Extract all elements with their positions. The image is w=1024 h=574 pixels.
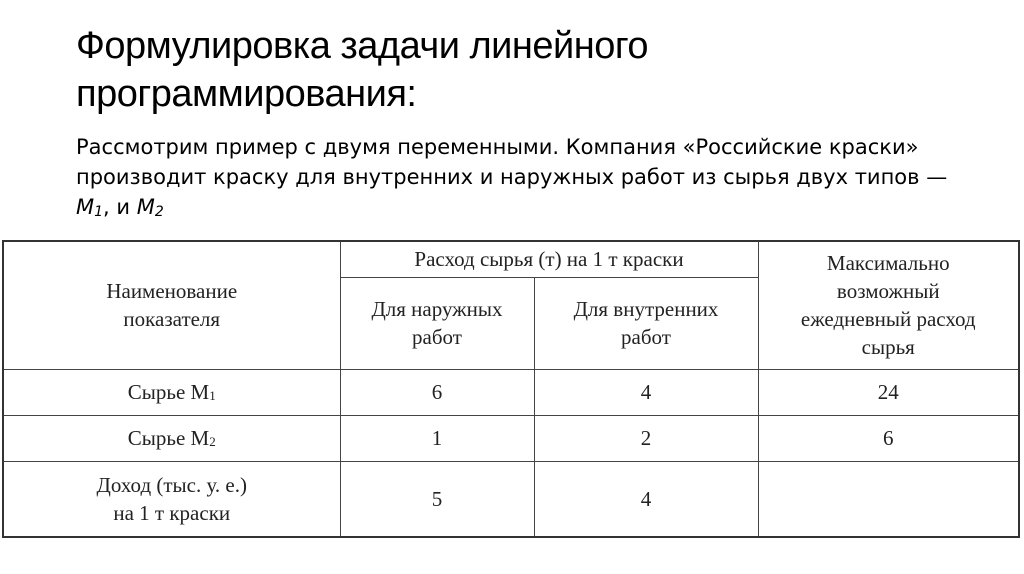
header-max-daily-usage: Максимально возможный ежедневный расход сырья bbox=[758, 241, 1019, 369]
table-header-row-1 bbox=[3, 241, 1019, 277]
table-row bbox=[3, 415, 1019, 461]
max-value bbox=[758, 461, 1019, 537]
intro-paragraph bbox=[76, 132, 976, 222]
max-value: 6 bbox=[758, 415, 1019, 461]
row-name-subscript: 2 bbox=[209, 434, 216, 449]
indoor-value: 4 bbox=[534, 461, 758, 537]
variable-m2-letter: M bbox=[136, 195, 155, 219]
row-name: Сырье M bbox=[127, 426, 210, 450]
intro-connector: , и bbox=[103, 195, 137, 219]
row-name-cell bbox=[3, 369, 340, 415]
row-name-cell bbox=[3, 415, 340, 461]
row-name: Сырье M bbox=[127, 380, 210, 404]
header-indicator-name: Наименование показателя bbox=[3, 241, 340, 369]
table-row bbox=[3, 461, 1019, 537]
intro-text: Рассмотрим пример с двумя переменными. Компания «Российские краски» производит краску для внутренних и наружных работ из сырья двух типов — bbox=[76, 135, 948, 189]
variable-m1 bbox=[76, 195, 103, 219]
indoor-value: 4 bbox=[534, 369, 758, 415]
outdoor-value: 1 bbox=[340, 415, 534, 461]
variable-m2-subscript: 2 bbox=[154, 204, 164, 220]
row-name-subscript: 1 bbox=[209, 388, 216, 403]
header-indoor: Для внутренних работ bbox=[534, 277, 758, 369]
outdoor-value: 6 bbox=[340, 369, 534, 415]
header-outdoor: Для наружных работ bbox=[340, 277, 534, 369]
slide-title: Формулировка задачи линейного программирования: bbox=[76, 25, 649, 115]
raw-material-table bbox=[2, 240, 1020, 538]
table-row bbox=[3, 369, 1019, 415]
variable-m2 bbox=[137, 195, 164, 219]
row-name-cell: Доход (тыс. у. е.) на 1 т краски bbox=[3, 461, 340, 537]
variable-m1-subscript: 1 bbox=[94, 204, 104, 220]
outdoor-value: 5 bbox=[340, 461, 534, 537]
header-usage-group: Расход сырья (т) на 1 т краски bbox=[340, 241, 758, 277]
max-value: 24 bbox=[758, 369, 1019, 415]
variable-m1-letter: M bbox=[76, 195, 95, 219]
data-table-container bbox=[2, 240, 1018, 536]
indoor-value: 2 bbox=[534, 415, 758, 461]
